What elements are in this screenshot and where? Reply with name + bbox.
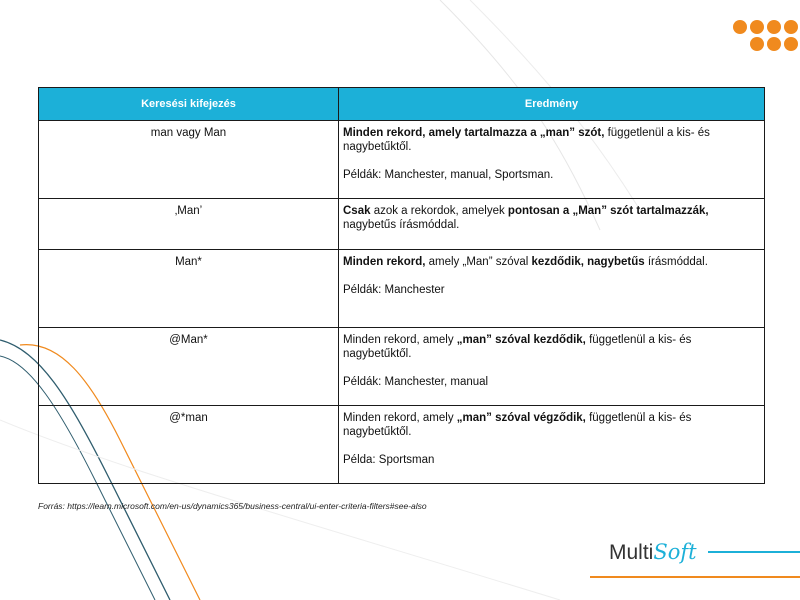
result-text: Példa: Sportsman bbox=[343, 454, 435, 466]
result-examples bbox=[343, 375, 760, 389]
emphasized-text: Minden rekord, bbox=[343, 256, 426, 268]
result-examples bbox=[343, 283, 760, 297]
result-cell bbox=[339, 328, 765, 406]
footer-line-orange bbox=[590, 576, 800, 578]
result-examples bbox=[343, 168, 760, 182]
search-expression-cell: man vagy Man bbox=[39, 121, 339, 199]
result-examples bbox=[343, 453, 760, 467]
multisoft-logo bbox=[609, 540, 697, 565]
result-text: függetlenül a kis- és nagybetűktől. bbox=[343, 127, 710, 153]
logo-multi: Multi bbox=[609, 541, 654, 564]
table-row bbox=[39, 199, 765, 250]
table-row bbox=[39, 250, 765, 328]
result-text: Példák: Manchester bbox=[343, 284, 445, 296]
result-text: azok a rekordok, amelyek bbox=[370, 205, 508, 217]
emphasized-text: „man” szóval kezdődik, bbox=[456, 334, 586, 346]
search-expression-cell: @*man bbox=[39, 406, 339, 484]
result-description bbox=[343, 333, 760, 361]
result-cell bbox=[339, 121, 765, 199]
result-text: írásmóddal. bbox=[644, 256, 708, 268]
search-expression-cell: @Man* bbox=[39, 328, 339, 406]
emphasized-text: Csak bbox=[343, 205, 371, 217]
result-text: nagybetűs írásmóddal. bbox=[343, 219, 460, 231]
result-description bbox=[343, 255, 760, 269]
emphasized-text: Minden rekord, amely tartalmazza a „man” szót, bbox=[343, 127, 605, 139]
table-row bbox=[39, 406, 765, 484]
result-text: amely „Man” szóval bbox=[425, 256, 532, 268]
emphasized-text: „man” szóval végződik, bbox=[456, 412, 586, 424]
result-cell bbox=[339, 250, 765, 328]
header-search-expression: Keresési kifejezés bbox=[39, 88, 339, 121]
result-description bbox=[343, 204, 760, 232]
result-description bbox=[343, 126, 760, 154]
emphasized-text: kezdődik, nagybetűs bbox=[531, 256, 645, 268]
result-text: függetlenül a kis- és nagybetűktől. bbox=[343, 412, 692, 438]
emphasized-text: pontosan a „Man” szót tartalmazzák, bbox=[507, 205, 709, 217]
criteria-table-wrapper bbox=[38, 87, 764, 484]
result-text: Minden rekord, amely bbox=[343, 334, 457, 346]
criteria-table bbox=[38, 87, 765, 484]
result-text: Minden rekord, amely bbox=[343, 412, 457, 424]
result-cell bbox=[339, 406, 765, 484]
logo-soft: Soft bbox=[653, 540, 697, 564]
result-cell bbox=[339, 199, 765, 250]
search-expression-cell: ‚Man’ bbox=[39, 199, 339, 250]
source-note: Forrás: https://learn.microsoft.com/en-us/dynamics365/business-central/ui-enter-criteria-filters#see-also bbox=[38, 501, 427, 511]
orange-dots-icon bbox=[733, 20, 800, 52]
result-description bbox=[343, 411, 760, 439]
header-result: Eredmény bbox=[339, 88, 765, 121]
search-expression-cell: Man* bbox=[39, 250, 339, 328]
result-text: Példák: Manchester, manual, Sportsman. bbox=[343, 169, 554, 181]
result-text: Példák: Manchester, manual bbox=[343, 376, 489, 388]
table-row bbox=[39, 328, 765, 406]
logo-underline-blue bbox=[708, 551, 800, 553]
result-text: függetlenül a kis- és nagybetűktől. bbox=[343, 334, 692, 360]
table-header-row bbox=[39, 88, 765, 121]
table-row bbox=[39, 121, 765, 199]
